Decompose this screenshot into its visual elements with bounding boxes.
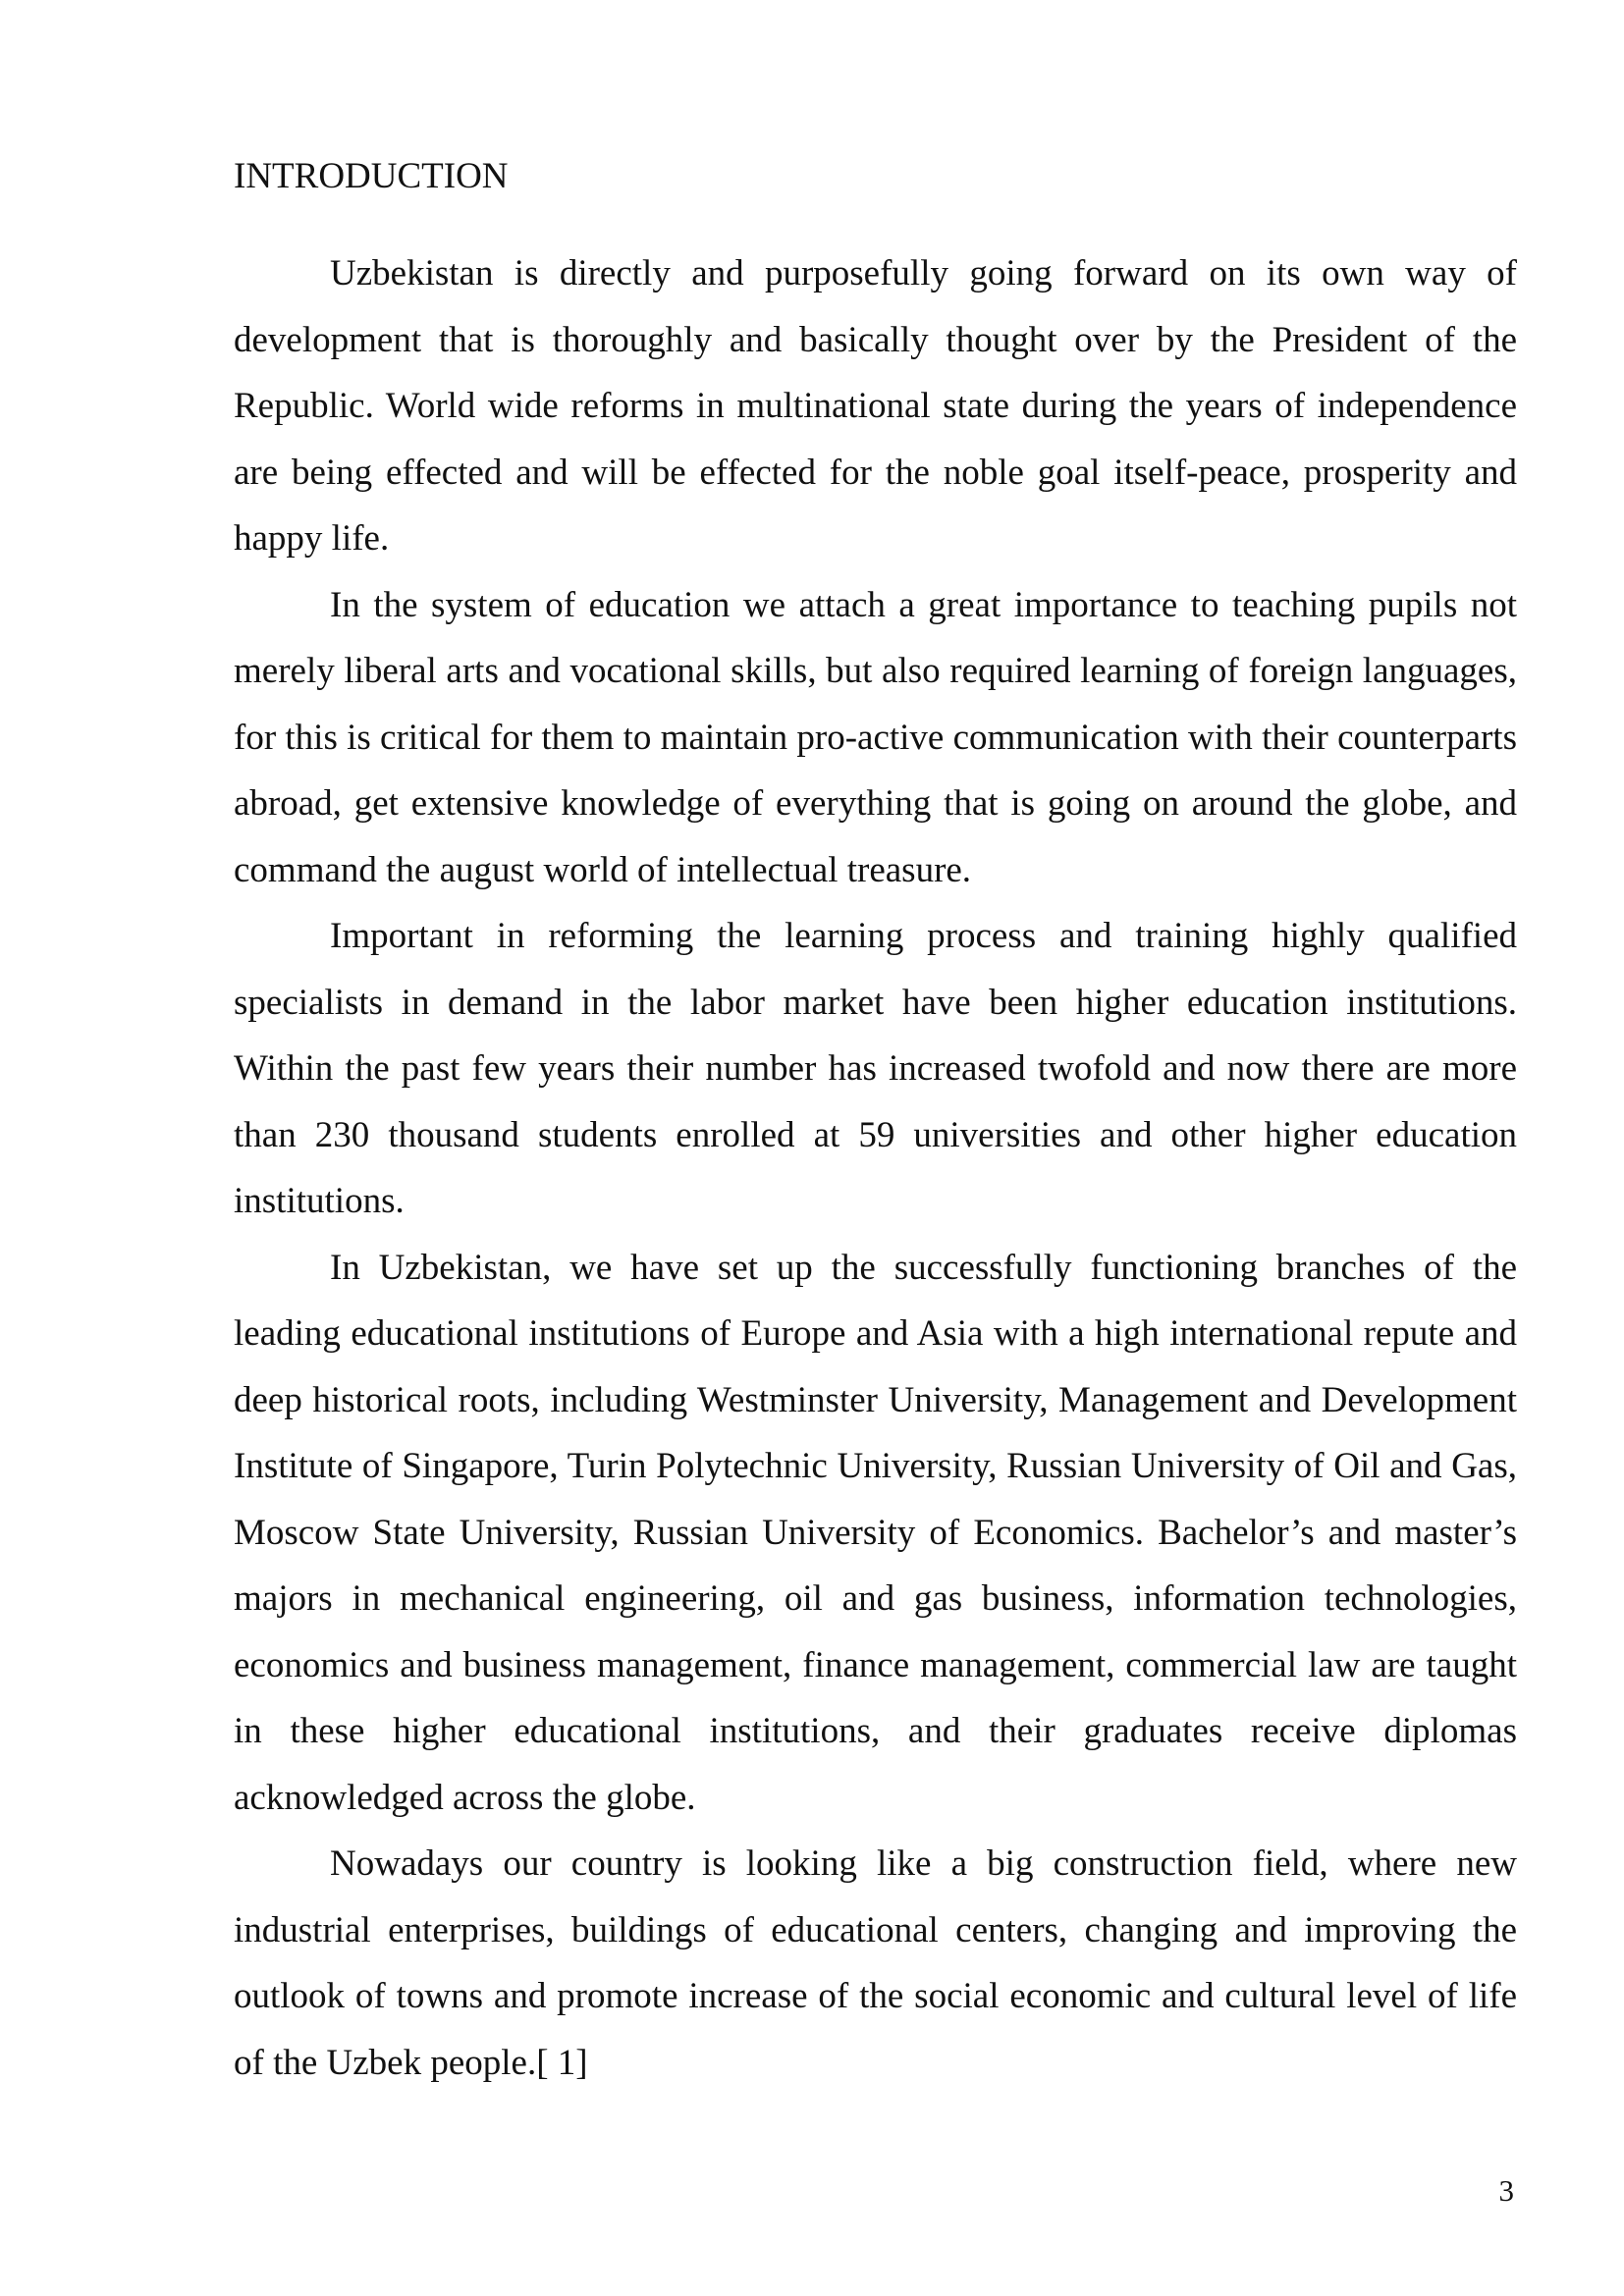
paragraph-2: In the system of education we attach a great importance to teaching pupils not merely liberal arts and vocational skills, but also required learning of foreign languages, for this is critical for them to maintain pro-active communication with their counterparts abroad, get extensive knowledge of everything that is going on around the globe, and command the august world of intellectual treasure. — [234, 584, 1517, 890]
paragraph-1: Uzbekistan is directly and purposefully going forward on its own way of development that is thoroughly and basically thought over by the President of the Republic. World wide reforms in multinational state during the years of independence are being effected and will be effected for the noble goal itself-peace, prosperity and happy life. — [234, 253, 1517, 559]
paragraph-3: Important in reforming the learning process and training highly qualified specialists in demand in the labor market have been higher education institutions. Within the past few years their number has increased twofold and now there are more than 230 thousand students enrolled at 59 universities and other higher education institutions. — [234, 916, 1517, 1221]
paragraph-4: In Uzbekistan, we have set up the successfully functioning branches of the leading educational institutions of Europe and Asia with a high international repute and deep historical roots, including Westminster University, Management and Development Institute of Singapore, Turin Polytechnic University, Russian University of Oil and Gas, Moscow State University, Russian University of Economics. Bachelor’s and master’s majors in mechanical engineering, oil and gas business, information technologies, economics and business management, finance management, commercial law are taught in these higher educational institutions, and their graduates receive diplomas acknowledged across the globe. — [234, 1247, 1517, 1818]
paragraph-5: Nowadays our country is looking like a big construction field, where new industrial enterprises, buildings of educational centers, changing and improving the outlook of towns and promote increase of the social economic and cultural level of life of the Uzbek people.[ 1] — [234, 1843, 1517, 2083]
body-text — [234, 240, 1517, 2096]
section-heading: INTRODUCTION — [234, 156, 509, 196]
page-number: 3 — [1498, 2173, 1514, 2208]
